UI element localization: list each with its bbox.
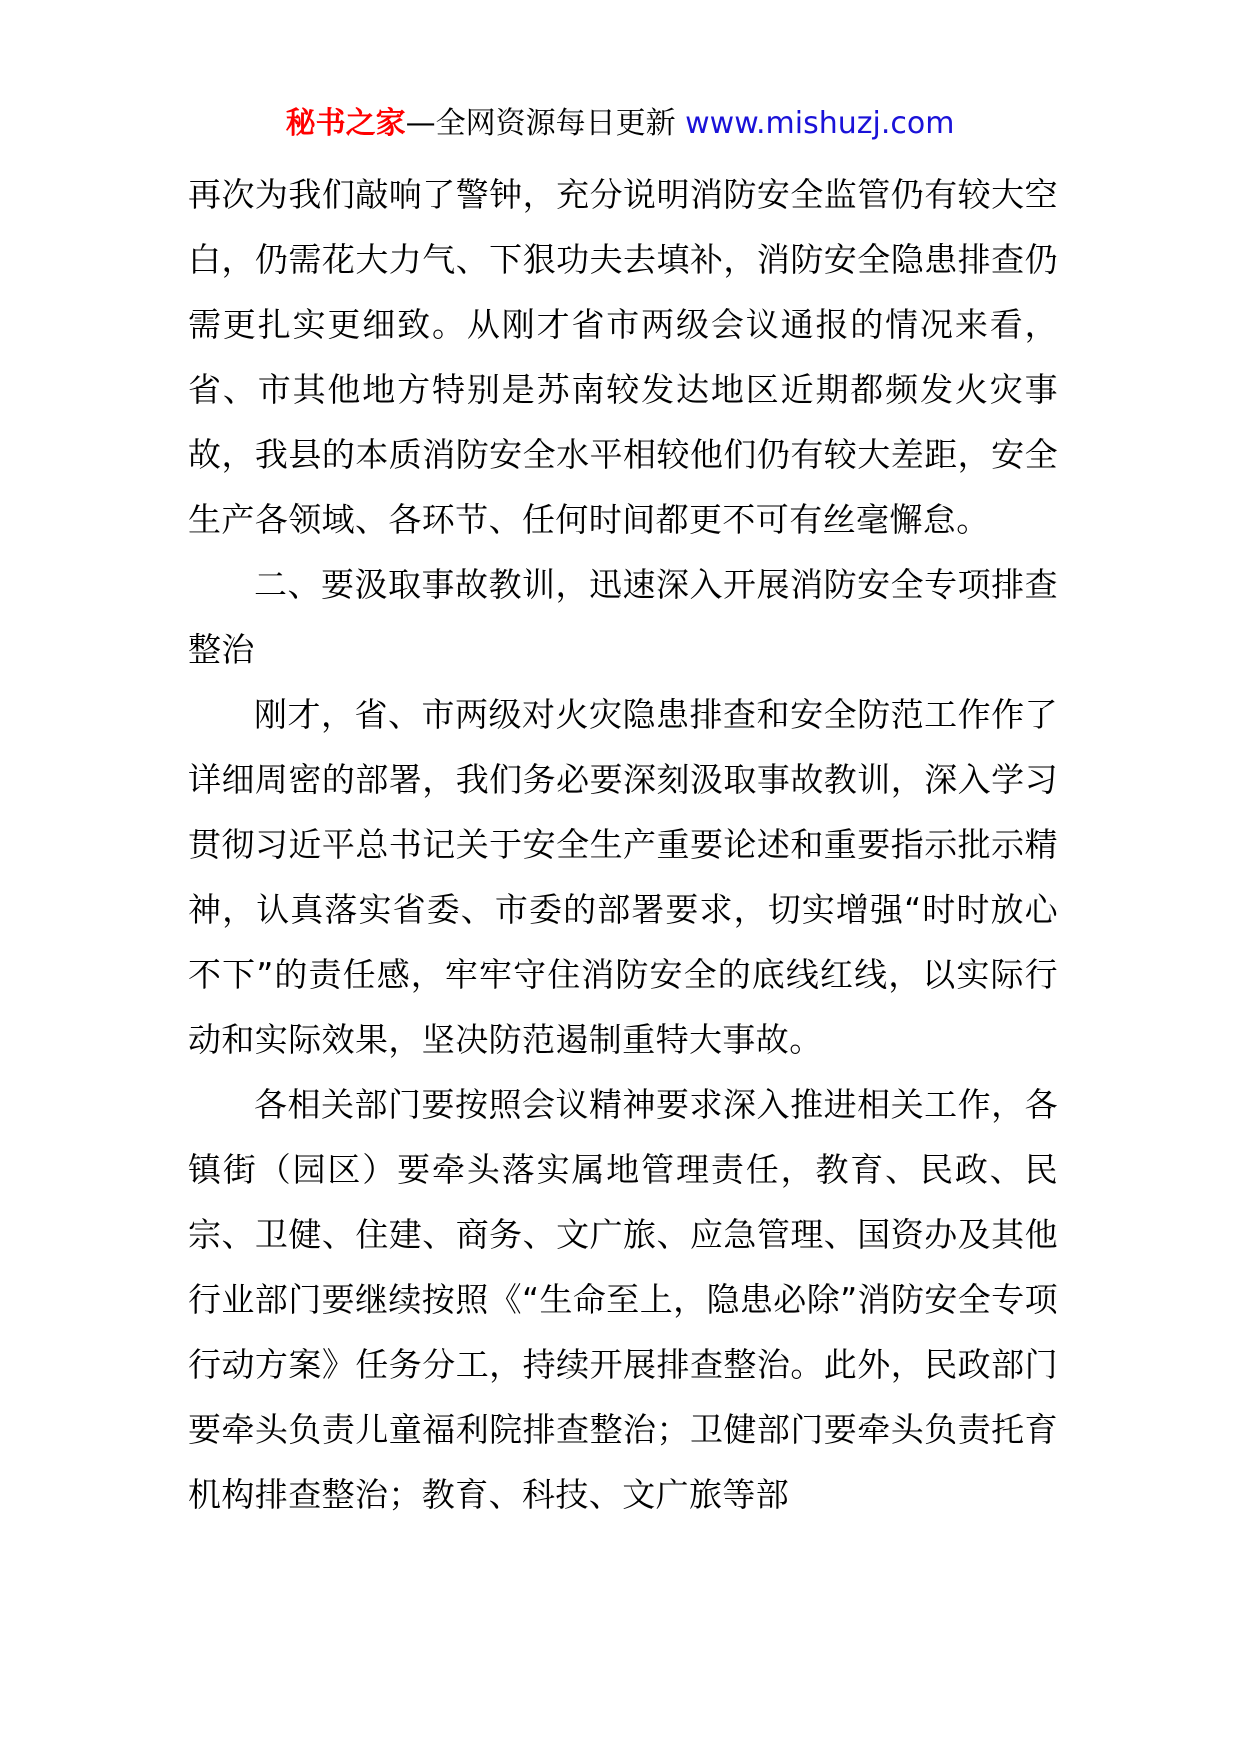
- document-body: [188, 162, 1058, 1527]
- site-slogan: —全网资源每日更新: [405, 106, 686, 141]
- paragraph-continuation: 再次为我们敲响了警钟，充分说明消防安全监管仍有较大空白，仍需花大力气、下狠功夫去填补，消防安全隐患排查仍需更扎实更细致。从刚才省市两级会议通报的情况来看，省、市其他地方特别是苏南较发达地区近期都频发火灾事故，我县的本质消防安全水平相较他们仍有较大差距，安全生产各领域、各环节、任何时间都更不可有丝毫懈怠。: [188, 175, 1058, 539]
- paragraph: 刚才，省、市两级对火灾隐患排查和安全防范工作作了详细周密的部署，我们务必要深刻汲取事故教训，深入学习贯彻习近平总书记关于安全生产重要论述和重要指示批示精神，认真落实省委、市委的部署要求，切实增强“时时放心不下”的责任感，牢牢守住消防安全的底线红线，以实际行动和实际效果，坚决防范遏制重特大事故。: [188, 695, 1058, 1059]
- site-brand: 秘书之家: [285, 106, 406, 141]
- paragraph: 各相关部门要按照会议精神要求深入推进相关工作，各镇街（园区）要牵头落实属地管理责任，教育、民政、民宗、卫健、住建、商务、文广旅、应急管理、国资办及其他行业部门要继续按照《“生命至上，隐患必除”消防安全专项行动方案》任务分工，持续开展排查整治。此外，民政部门要牵头负责儿童福利院排查整治；卫健部门要牵头负责托育机构排查整治；教育、科技、文广旅等部: [188, 1085, 1058, 1514]
- site-header: [0, 100, 1240, 148]
- site-url-link[interactable]: www.mishuzj.com: [685, 106, 955, 141]
- section-heading: 二、要汲取事故教训，迅速深入开展消防安全专项排查整治: [188, 565, 1058, 669]
